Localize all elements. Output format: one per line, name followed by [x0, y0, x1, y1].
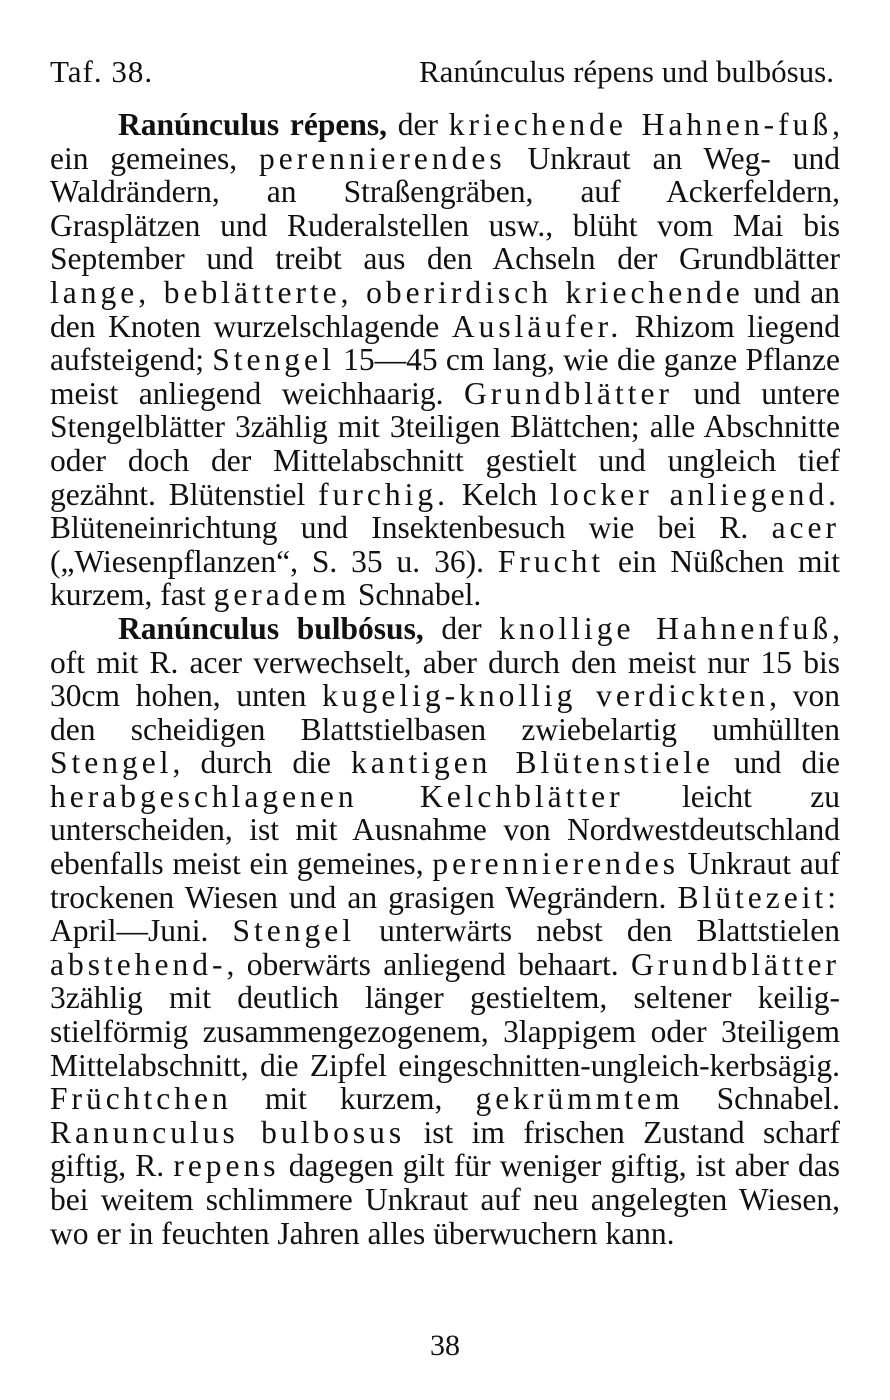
- text-run: und untere Stengelblätter 3zählig mit 3teiligen Blättchen; alle Abschnitte oder doch der Mittelabschnitt gestielt und ungleich tief gezähnt. Blütenstiel: [50, 375, 840, 512]
- spaced-text: herabgeschlagenen Kelchblätter: [50, 778, 624, 814]
- text-run: der: [423, 610, 500, 646]
- text-run: ist im frischen Zustand scharf giftig, R.: [50, 1114, 840, 1184]
- running-header: [50, 52, 840, 92]
- spaced-text: perennierendes: [432, 846, 679, 882]
- page-number: 38: [430, 1329, 460, 1362]
- spaced-text: repens: [173, 1148, 280, 1184]
- paragraph-ranunculus-repens: [50, 108, 840, 612]
- spaced-text: gekrümmtem: [475, 1081, 684, 1117]
- spaced-text: kantigen Blütenstiele: [350, 745, 715, 781]
- spaced-text: geradem: [213, 577, 350, 613]
- spaced-text: Ausläufer.: [451, 308, 623, 344]
- spaced-text: abstehend-: [50, 946, 227, 982]
- text-run: , oberwärts anliegend behaart.: [226, 946, 632, 982]
- text-run: und an den Knoten wurzelschlagende: [50, 274, 840, 344]
- spaced-text: Grundblätter: [464, 375, 673, 411]
- spaced-text: Ranunculus bulbosus: [50, 1114, 406, 1150]
- spaced-text: Früchtchen: [50, 1081, 232, 1117]
- text-run: mit kurzem,: [231, 1081, 476, 1117]
- spaced-text: knollige Hahnenfuß: [499, 610, 833, 646]
- text-run: unterwärts nebst den Blattstielen: [355, 913, 840, 949]
- text-run: , durch die: [172, 745, 351, 781]
- text-run: und die: [714, 745, 840, 781]
- spaced-text: Frucht: [497, 543, 605, 579]
- text-run: 15—45 cm lang, wie die ganze Pflanze meist anliegend weichhaarig.: [50, 342, 841, 411]
- spaced-text: Blütezeit:: [677, 879, 840, 915]
- text-run: der: [386, 107, 449, 142]
- text-run: , ein gemeines,: [50, 107, 840, 176]
- body-text: [50, 108, 840, 1250]
- spaced-text: kriechende Hahnen-fuß: [448, 107, 833, 142]
- spaced-text: kugelig-knollig verdickten: [322, 678, 770, 714]
- paragraph-ranunculus-bulbosus: [50, 612, 840, 1250]
- text-run: , oft mit R. acer verwechselt, aber durch den meist nur 15 bis 30cm hohen, unten: [50, 610, 840, 714]
- spaced-text: Stengel: [50, 745, 173, 781]
- header-title: Ranúnculus répens und bulbósus.: [418, 54, 834, 89]
- spaced-text: locker anliegend.: [550, 476, 841, 512]
- spaced-text: furchig.: [318, 476, 449, 512]
- spaced-text: Grundblätter: [631, 946, 840, 982]
- text-run: ein Nüßchen mit kurzem, fast: [50, 543, 840, 613]
- species-name-repens: Ranúnculus répens,: [118, 107, 387, 142]
- text-run: Schnabel.: [350, 577, 482, 613]
- spaced-text: lange, beblätterte, oberirdisch kriechende: [50, 274, 744, 310]
- text-run: Blüteneinrichtung und Insektenbesuch wie bei R.: [50, 510, 772, 546]
- text-run: Schnabel.: [683, 1081, 840, 1117]
- text-run: Kelch: [449, 476, 551, 512]
- text-run: Unkraut auf trockenen Wiesen und an grasigen Wegrändern.: [50, 846, 840, 915]
- text-run: leicht zu unterscheiden, ist mit Ausnahme von Nordwestdeutschland ebenfalls meist ein gemeines,: [50, 778, 840, 882]
- spaced-text: Stengel: [232, 913, 356, 949]
- spaced-text: acer: [771, 510, 840, 546]
- text-run: dagegen gilt für weniger giftig, ist aber das bei weitem schlimmere Unkraut auf neu angelegten Wiesen, wo er in feuchten Jahren alles überwuchern kann.: [50, 1148, 840, 1251]
- spaced-text: perennierendes: [258, 140, 506, 176]
- text-run: 3zählig mit deutlich länger gestieltem, seltener keilig-stielförmig zusammengezogenem, 3lappigem oder 3teiligem Mittelabschnitt, die Zipfel eingeschnitten-ungleich-kerbsägig.: [50, 980, 840, 1083]
- text-run: („Wiesenpflanzen“, S. 35 u. 36).: [50, 543, 498, 579]
- text-run: , von den scheidigen Blattstielbasen zwiebelartig umhüllten: [50, 678, 841, 747]
- plate-reference: Taf. 38.: [50, 54, 154, 89]
- text-run: Unkraut an Weg- und Waldrändern, an Straßengräben, auf Ackerfeldern, Grasplätzen und Ruderalstellen usw., blüht vom Mai bis September und treibt aus den Achseln der Grundblätter: [50, 140, 840, 277]
- species-name-bulbosus: Ranúnculus bulbósus,: [118, 610, 424, 646]
- text-run: Rhizom liegend aufsteigend;: [50, 308, 840, 378]
- spaced-text: Stengel: [212, 342, 335, 378]
- text-run: April—Juni.: [50, 913, 233, 949]
